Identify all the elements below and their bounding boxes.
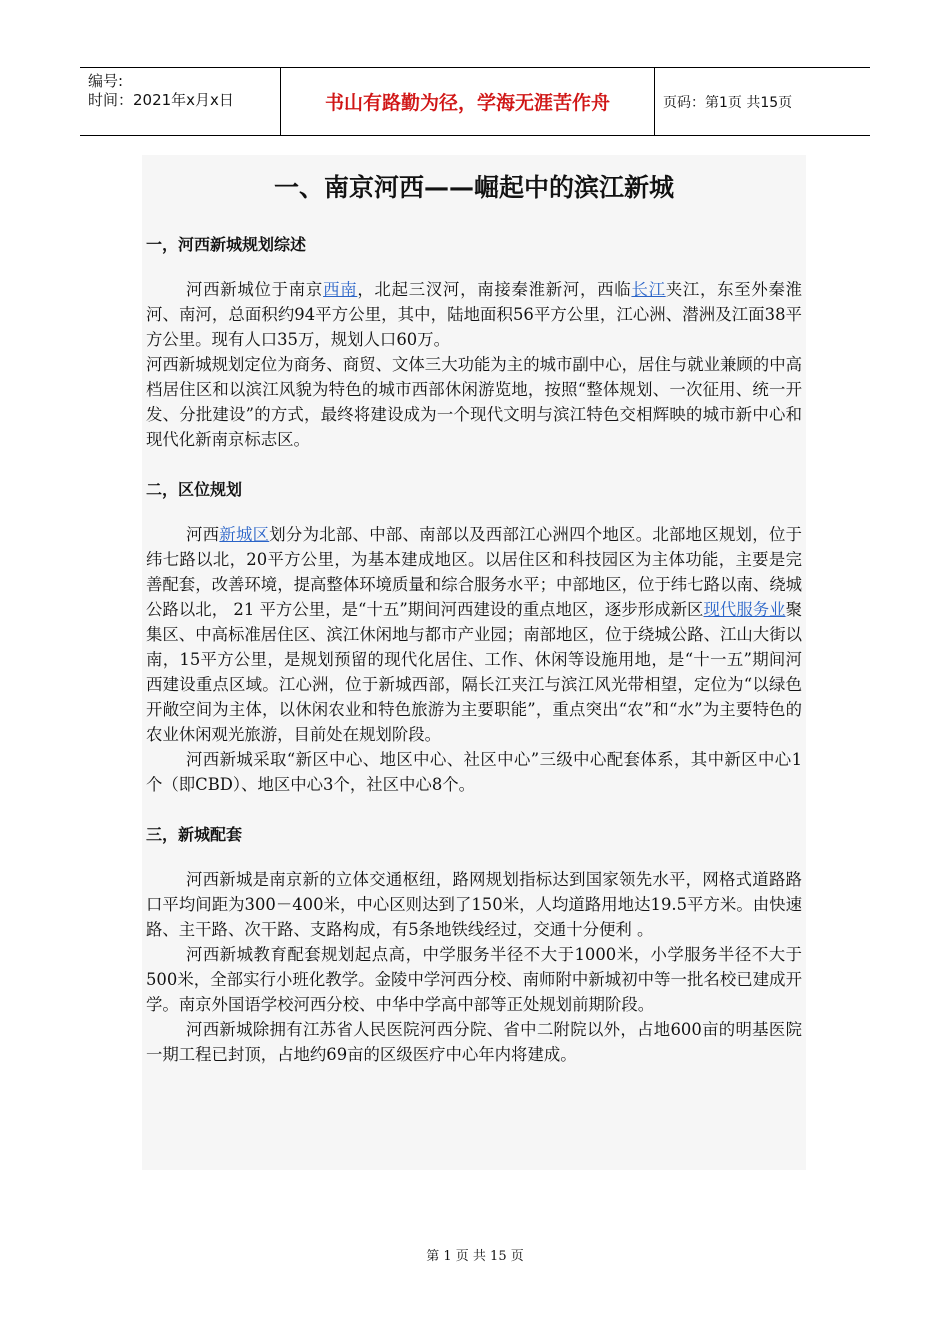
page-header <box>80 67 870 136</box>
section-2-paragraph-2: 河西新城采取“新区中心、地区中心、社区中心”三级中心配套体系，其中新区中心1个（即CBD）、地区中心3个，社区中心8个。 <box>146 750 802 794</box>
link-changjiang[interactable]: 长江 <box>631 280 666 299</box>
section-3-paragraph-3: 河西新城除拥有江苏省人民医院河西分院、省中二附院以外，占地600亩的明基医院一期工程已封顶，占地约69亩的区级医疗中心年内将建成。 <box>146 1020 802 1064</box>
link-xinchengqu[interactable]: 新城区 <box>219 525 270 544</box>
section-3-paragraph-1: 河西新城是南京新的立体交通枢纽，路网规划指标达到国家领先水平，网格式道路路口平均间距为300－400米，中心区则达到了150米，人均道路用地达19.5平方米。由快速路、主干路、次干路、支路构成，有5条地铁线经过，交通十分便利 。 <box>146 870 802 939</box>
section-heading-1: 一，河西新城规划综述 <box>146 235 307 254</box>
section-2-paragraph-1: 河西新城区划分为北部、中部、南部以及西部江心洲四个地区。北部地区规划，位于纬七路以北，20平方公里，为基本建成地区。以居住区和科技园区为主体功能，主要是完善配套，改善环境，提高整体环境质量和综合服务水平；中部地区，位于纬七路以南、绕城公路以北， 21 平方公里，是“十五”期间河西建设的重点地区，逐步形成新区现代服务业聚集区、中高标准居住区、滨江休闲地与都市产业园；南部地区，位于绕城公路、江山大街以南，15平方公里，是规划预留的现代化居住、工作、休闲等设施用地，是“十一五”期间河西建设重点区域。江心洲，位于新城西部，隔长江夹江与滨江风光带相望，定位为“以绿色开敞空间为主体，以休闲农业和特色旅游为主要职能”，重点突出“农”和“水”为主要特色的农业休闲观光旅游，目前处在规划阶段。 <box>146 525 803 744</box>
header-page-info: 页码：第1页 共15页 <box>663 94 793 111</box>
section-heading-2: 二，区位规划 <box>146 480 243 499</box>
link-xinan[interactable]: 西南 <box>323 280 358 299</box>
document-title: 一、南京河西——崛起中的滨江新城 <box>273 173 674 202</box>
document-body <box>142 155 806 1170</box>
page-footer: 第 1 页 共 15 页 <box>426 1249 524 1264</box>
section-3-paragraph-2: 河西新城教育配套规划起点高，中学服务半径不大于1000米，小学服务半径不大于500米，全部实行小班化教学。金陵中学河西分校、南师附中新城初中等一批名校已建成开学。南京外国语学校河西分校、中华中学高中部等正处规划前期阶段。 <box>146 945 802 1014</box>
section-1-paragraph-1: 河西新城位于南京西南，北起三汊河，南接秦淮新河，西临长江夹江，东至外秦淮河、南河，总面积约94平方公里，其中，陆地面积56平方公里，江心洲、潜洲及江面38平方公里。现有人口35万，规划人口60万。 <box>146 280 803 349</box>
header-motto: 书山有路勤为径，学海无涯苦作舟 <box>281 68 655 135</box>
link-xiandai-fuwuye[interactable]: 现代服务业 <box>703 600 786 619</box>
header-meta <box>80 68 281 135</box>
section-heading-3: 三，新城配套 <box>146 825 243 844</box>
number-label: 编号: <box>88 72 124 90</box>
time-label: 时间：2021年x月x日 <box>88 91 234 109</box>
section-1-paragraph-2: 河西新城规划定位为商务、商贸、文体三大功能为主的城市副中心，居住与就业兼顾的中高档居住区和以滨江风貌为特色的城市西部休闲游览地，按照“整体规划、一次征用、统一开发、分批建设”的方式，最终将建设成为一个现代文明与滨江特色交相辉映的城市新中心和现代化新南京标志区。 <box>146 355 802 449</box>
